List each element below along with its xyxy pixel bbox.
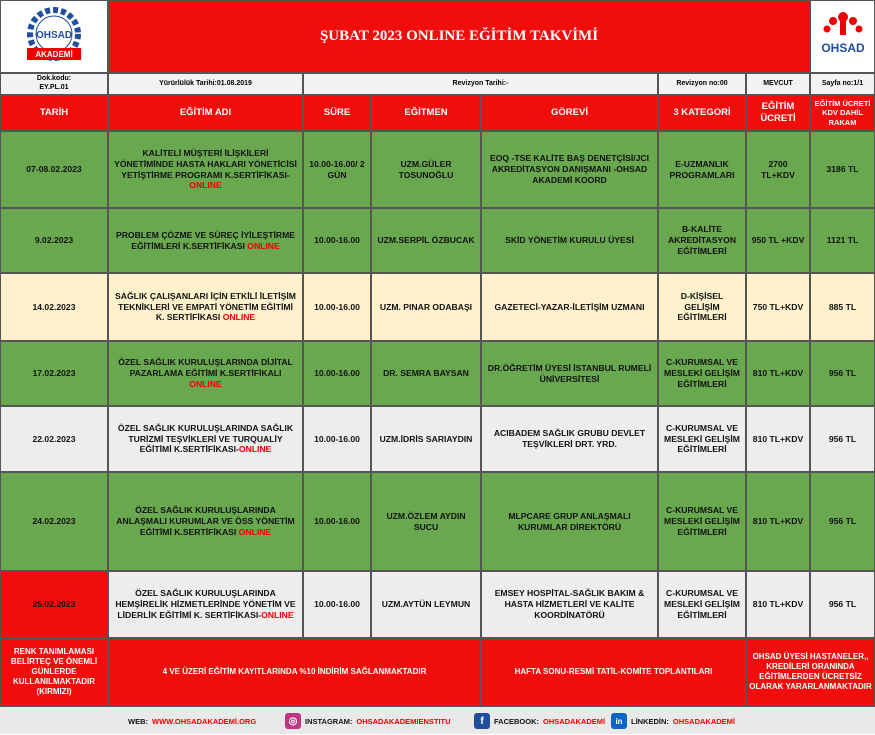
cell-fee: 810 TL+KDV <box>746 341 810 406</box>
right-logo-text: OHSAD <box>820 40 865 55</box>
cell-fee-incl: 956 TL <box>810 406 875 472</box>
cell-role: ACIBADEM SAĞLIK GRUBU DEVLET TEŞVİKLERİ DRT. YRD. <box>481 406 658 472</box>
cell-role: MLPCARE GRUP ANLAŞMALI KURUMLAR DİREKTÖRÜ <box>481 472 658 571</box>
col-role: GÖREVİ <box>481 95 658 131</box>
cell-role: GAZETECİ-YAZAR-İLETİŞİM UZMANI <box>481 273 658 341</box>
cell-duration: 10.00-16.00 <box>303 273 371 341</box>
cell-fee-incl: 1121 TL <box>810 208 875 273</box>
cell-fee: 750 TL+KDV <box>746 273 810 341</box>
cell-date: 14.02.2023 <box>0 273 108 341</box>
revision-no: Revizyon no:00 <box>658 73 746 95</box>
col-category: 3 KATEGORİ <box>658 95 746 131</box>
cell-duration: 10.00-16.00 <box>303 571 371 638</box>
left-logo-subtext: AKADEMİ <box>35 49 73 59</box>
cell-category: C-KURUMSAL VE MESLEKİ GELİŞİM EĞİTİMLERİ <box>658 341 746 406</box>
online-tag: ONLINE <box>238 444 272 455</box>
web-url[interactable]: WWW.OHSADAKADEMİ.ORG <box>152 716 257 726</box>
linkedin-label: LİNKEDİN: <box>631 716 669 726</box>
status: MEVCUT <box>746 73 810 95</box>
online-tag: ONLINE <box>189 180 222 191</box>
left-logo <box>0 0 108 73</box>
cell-fee-incl: 956 TL <box>810 571 875 638</box>
instagram-link[interactable] <box>285 707 451 735</box>
col-fee: EĞİTİM ÜCRETİ <box>746 95 810 131</box>
cell-duration: 10.00-16.00 <box>303 208 371 273</box>
facebook-icon: f <box>474 713 490 729</box>
cell-fee: 810 TL+KDV <box>746 571 810 638</box>
cell-duration: 10.00-16.00 <box>303 406 371 472</box>
cell-name <box>108 472 303 571</box>
training-name: SAĞLIK ÇALIŞANLARI İÇİN ETKİLİ İLETİŞİM TEKNİKLERİ VE EMPATİ YÖNETİM EĞİTİMİ K. SERTİFİKASI <box>115 290 296 323</box>
cell-date: 17.02.2023 <box>0 341 108 406</box>
members-note: OHSAD ÜYESİ HASTANELER,, KREDİLERİ ORANINDA EĞİTİMLERDEN ÜCRETSİZ OLARAK YARARLANMAKTADIR <box>746 638 875 706</box>
online-tag: ONLINE <box>222 312 256 323</box>
gear-logo-icon <box>19 6 89 68</box>
contact-footer <box>0 706 875 734</box>
cell-fee: 950 TL +KDV <box>746 208 810 273</box>
cell-name <box>108 131 303 208</box>
cell-role: SKİD YÖNETİM KURULU ÜYESİ <box>481 208 658 273</box>
online-tag: ONLINE <box>238 526 272 537</box>
cell-fee-incl: 3186 TL <box>810 131 875 208</box>
linkedin-icon: in <box>611 713 627 729</box>
cell-name <box>108 273 303 341</box>
discount-note: 4 VE ÜZERİ EĞİTİM KAYITLARINDA %10 İNDİRİM SAĞLANMAKTADIR <box>108 638 481 706</box>
cell-trainer: UZM.GÜLER TOSUNOĞLU <box>371 131 481 208</box>
web-link[interactable] <box>128 707 256 735</box>
instagram-icon: ◎ <box>285 713 301 729</box>
training-name: ÖZEL SAĞLIK KURULUŞLARINDA DİJİTAL PAZARLAMA EĞİTİMİ K.SERTİFİKALI <box>118 357 293 379</box>
cell-fee-incl: 885 TL <box>810 273 875 341</box>
cell-trainer: UZM.İDRİS SARIAYDIN <box>371 406 481 472</box>
col-date: TARİH <box>0 95 108 131</box>
col-trainer: EĞİTMEN <box>371 95 481 131</box>
flower-logo-icon <box>815 7 871 67</box>
cell-category: E-UZMANLIK PROGRAMLARI <box>658 131 746 208</box>
facebook-link[interactable] <box>474 707 605 735</box>
cell-fee-incl: 956 TL <box>810 341 875 406</box>
online-tag: ONLINE <box>247 240 280 251</box>
page-title: ŞUBAT 2023 ONLINE EĞİTİM TAKVİMİ <box>108 0 810 73</box>
weekend-note: HAFTA SONU-RESMİ TATİL-KOMİTE TOPLANTILARI <box>481 638 746 706</box>
training-name: ÖZEL SAĞLIK KURULUŞLARINDA SAĞLIK TURİZMİ TEŞVİKLERİ VE TURQUALİY EĞİTİMİ K.SERTİFİKASI- <box>117 422 294 455</box>
right-logo <box>810 0 875 73</box>
online-tag: ONLINE <box>261 609 294 620</box>
cell-fee: 810 TL+KDV <box>746 406 810 472</box>
cell-duration: 10.00-16.00 <box>303 472 371 571</box>
training-name: ÖZEL SAĞLIK KURULUŞLARINDA HEMŞİRELİK HİZMETLERİNDE YÖNETİM VE LİDERLİK EĞİTİMİ K. SERTİFİKASI- <box>115 588 296 620</box>
cell-role: DR.ÖĞRETİM ÜYESİ İSTANBUL RUMELİ ÜNİVERSİTESİ <box>481 341 658 406</box>
effective-date: Yürürlülük Tarihi:01.08.2019 <box>108 73 303 95</box>
col-duration: SÜRE <box>303 95 371 131</box>
col-fee-incl: EĞİTİM ÜCRETİ KDV DAHİL RAKAM <box>810 95 875 131</box>
cell-category: D-KİŞİSEL GELİŞİM EĞİTİMLERİ <box>658 273 746 341</box>
cell-category: C-KURUMSAL VE MESLEKİ GELİŞİM EĞİTİMLERİ <box>658 472 746 571</box>
cell-category: C-KURUMSAL VE MESLEKİ GELİŞİM EĞİTİMLERİ <box>658 406 746 472</box>
cell-fee: 2700 TL+KDV <box>746 131 810 208</box>
left-logo-text: OHSAD <box>35 29 73 41</box>
cell-role: EMSEY HOSPİTAL-SAĞLIK BAKIM & HASTA HİZMETLERİ VE KALİTE KOORDİNATÖRÜ <box>481 571 658 638</box>
cell-category: C-KURUMSAL VE MESLEKİ GELİŞİM EĞİTİMLERİ <box>658 571 746 638</box>
cell-fee: 810 TL+KDV <box>746 472 810 571</box>
cell-date: 9.02.2023 <box>0 208 108 273</box>
cell-role: EOQ -TSE KALİTE BAŞ DENETÇİSİ/JCI AKREDİTASYON DANIŞMANI -OHSAD AKADEMİ KOORD <box>481 131 658 208</box>
cell-trainer: UZM.SERPİL ÖZBUCAK <box>371 208 481 273</box>
training-name: ÖZEL SAĞLIK KURULUŞLARINDA ANLAŞMALI KURUMLAR VE ÖSS YÖNETİM EĞİTİMİ K.SERTİFİKASI <box>116 505 295 537</box>
revision-date: Revizyon Tarihi:- <box>303 73 658 95</box>
training-name: PROBLEM ÇÖZME VE SÜREÇ İYİLEŞTİRME EĞİTİMLERİ K.SERTİFİKASI <box>115 229 296 251</box>
cell-trainer: UZM.ÖZLEM AYDIN SUCU <box>371 472 481 571</box>
linkedin-handle[interactable]: OHSADAKADEMİ <box>672 716 736 726</box>
instagram-handle[interactable]: OHSADAKADEMIENSTITU <box>356 716 451 726</box>
cell-date: 24.02.2023 <box>0 472 108 571</box>
cell-duration: 10.00-16.00/ 2 GÜN <box>303 131 371 208</box>
color-legend-note: RENK TANIMLAMASI BELİRTEÇ VE ÖNEMLİ GÜNLERDE KULLANILMAKTADIR (KIRMIZI) <box>0 638 108 706</box>
online-tag: ONLINE <box>189 378 222 389</box>
cell-fee-incl: 956 TL <box>810 472 875 571</box>
cell-date: 07-08.02.2023 <box>0 131 108 208</box>
training-name: KALİTELİ MÜŞTERİ İLİŞKİLERİ YÖNETİMİNDE HASTA HAKLARI YÖNETİCİSİ YETİŞTİRME PROGRAMI K.SERTİFİKASI- <box>114 148 297 180</box>
cell-category: B-KALİTE AKREDİTASYON EĞİTİMLERİ <box>658 208 746 273</box>
cell-name <box>108 406 303 472</box>
facebook-handle[interactable]: OHSADAKADEMİ <box>543 716 606 726</box>
cell-duration: 10.00-16.00 <box>303 341 371 406</box>
web-label: WEB: <box>128 716 148 726</box>
col-name: EĞİTİM ADI <box>108 95 303 131</box>
cell-trainer: UZM.AYTÜN LEYMUN <box>371 571 481 638</box>
cell-date: 25.02.2023 <box>0 571 108 638</box>
cell-name <box>108 341 303 406</box>
page-no: Sayfa no:1/1 <box>810 73 875 95</box>
cell-name <box>108 571 303 638</box>
cell-trainer: UZM. PINAR ODABAŞI <box>371 273 481 341</box>
facebook-label: FACEBOOK: <box>494 716 539 726</box>
doc-code: Dok.kodu: EY.PL.01 <box>0 73 108 95</box>
linkedin-link[interactable] <box>611 707 735 735</box>
cell-date: 22.02.2023 <box>0 406 108 472</box>
instagram-label: INSTAGRAM: <box>305 716 353 726</box>
cell-trainer: DR. SEMRA BAYSAN <box>371 341 481 406</box>
cell-name <box>108 208 303 273</box>
